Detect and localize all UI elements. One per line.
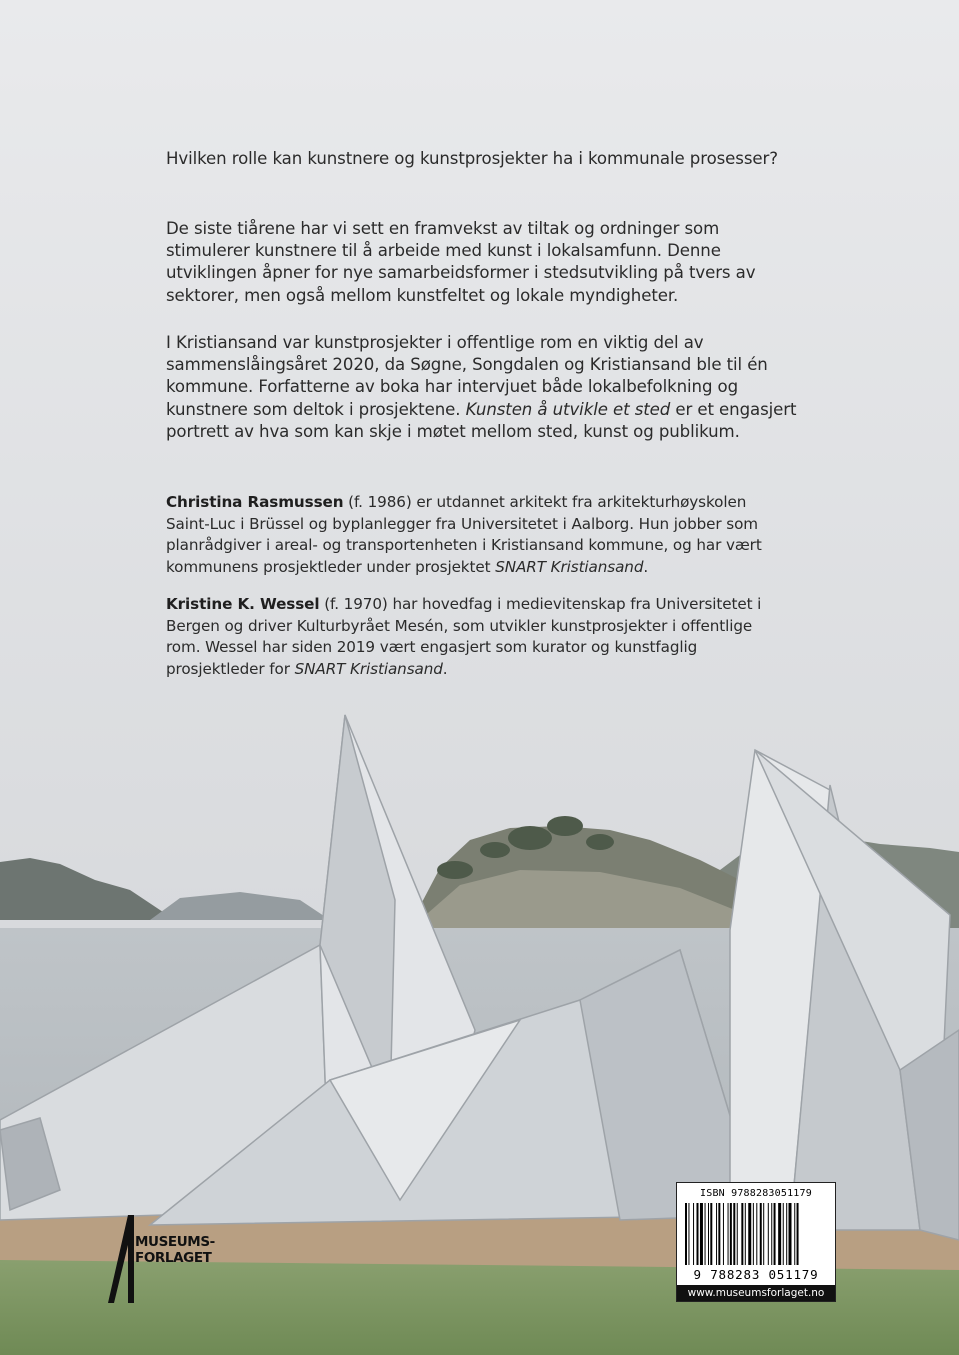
barcode-bar [797, 1203, 799, 1265]
barcode-bar [730, 1203, 732, 1265]
publisher-name [135, 1234, 215, 1266]
barcode-bar [763, 1203, 764, 1265]
barcode-bar [705, 1203, 706, 1265]
author-name: Christina Rasmussen [166, 493, 344, 511]
blurb-text-end: er et engasjert portrett av hva som kan skje i møtet mellom sted, kunst og publikum. [166, 399, 797, 441]
author-name: Kristine K. Wessel [166, 595, 320, 613]
barcode-bar [760, 1203, 762, 1265]
barcode-bar [708, 1203, 709, 1265]
barcode-bar [783, 1203, 784, 1265]
barcode-bar [771, 1203, 772, 1265]
barcode-bar [718, 1203, 720, 1265]
author-bio-text: (f. 1970) har hovedfag i medievitenskap fra Universitetet i Bergen og driver Kulturbyrået Mesén, som utvikler kunstprosjekter i offentlige rom. Wessel har siden 2019 vært engasjert som kurator og kunstfaglig prosjektleder for [166, 595, 762, 678]
project-name: SNART Kristiansand [495, 557, 644, 576]
barcode-bar [723, 1203, 724, 1265]
author-bio-wessel [166, 594, 766, 680]
barcode-bar [789, 1203, 792, 1265]
barcode-bar [700, 1203, 703, 1265]
barcode-bar [693, 1203, 694, 1265]
barcode-bar [737, 1203, 738, 1265]
isbn-barcode [676, 1182, 836, 1302]
barcode-bar [741, 1203, 743, 1265]
barcode-bar [756, 1203, 757, 1265]
isbn-digits: 9 788283 051179 [693, 1267, 819, 1282]
author-bio-text: (f. 1986) er utdannet arkitekt fra arkitekturhøyskolen Saint-Luc i Brüssel og byplanlegger fra Universitetet i Aalborg. Hun jobber som planrådgiver i areal- og transportenheten i Kristiansand kommune, og har vært kommunens prosjektleder under prosjektet [166, 493, 762, 576]
barcode-bar [786, 1203, 787, 1265]
barcode-bar [774, 1203, 776, 1265]
barcode-bar [697, 1203, 699, 1265]
book-title-inline: Kunsten å utvikle et sted [465, 399, 671, 419]
bio-end: . [643, 557, 649, 576]
barcode-bar [728, 1203, 729, 1265]
barcode-icon [685, 1203, 829, 1265]
barcode-bar [685, 1203, 687, 1265]
barcode-bar [794, 1203, 795, 1265]
project-name: SNART Kristiansand [294, 659, 443, 678]
blurb-paragraph-2 [166, 332, 806, 443]
barcode-bar [778, 1203, 781, 1265]
publisher-name-line1: MUSEUMS- [135, 1234, 215, 1250]
barcode-bar [733, 1203, 735, 1265]
blurb-text: I Kristiansand var kunstprosjekter i offentlige rom en viktig del av sammenslåingsåret 2020, da Søgne, Songdalen og Kristiansand ble til én kommune. Forfatterne av boka har intervjuet både lokalbefolkning og kunstnere som deltok i prosjektene. [166, 333, 768, 419]
isbn-label: ISBN 9788283051179 [700, 1188, 812, 1199]
barcode-bar [753, 1203, 754, 1265]
barcode-bar [710, 1203, 712, 1265]
barcode-bar [688, 1203, 689, 1265]
author-bio-rasmussen [166, 492, 766, 578]
blurb-paragraph-1: De siste tiårene har vi sett en framvekst av tiltak og ordninger som stimulerer kunstnere til å arbeide med kunst i lokalsamfunn. Denne utviklingen åpner for nye samarbeidsformer i stedsutvikling på tvers av sektorer, men også mellom kunstfeltet og lokale myndigheter. [166, 219, 756, 305]
intro-question: Hvilken rolle kan kunstnere og kunstprosjekter ha i kommunale prosesser? [166, 149, 778, 168]
publisher-url: www.museumsforlaget.no [677, 1285, 835, 1301]
publisher-name-line2: FORLAGET [135, 1250, 212, 1266]
barcode-bar [745, 1203, 746, 1265]
barcode-bar [748, 1203, 751, 1265]
barcode-bar [768, 1203, 769, 1265]
barcode-bar [716, 1203, 717, 1265]
bio-end: . [442, 659, 448, 678]
